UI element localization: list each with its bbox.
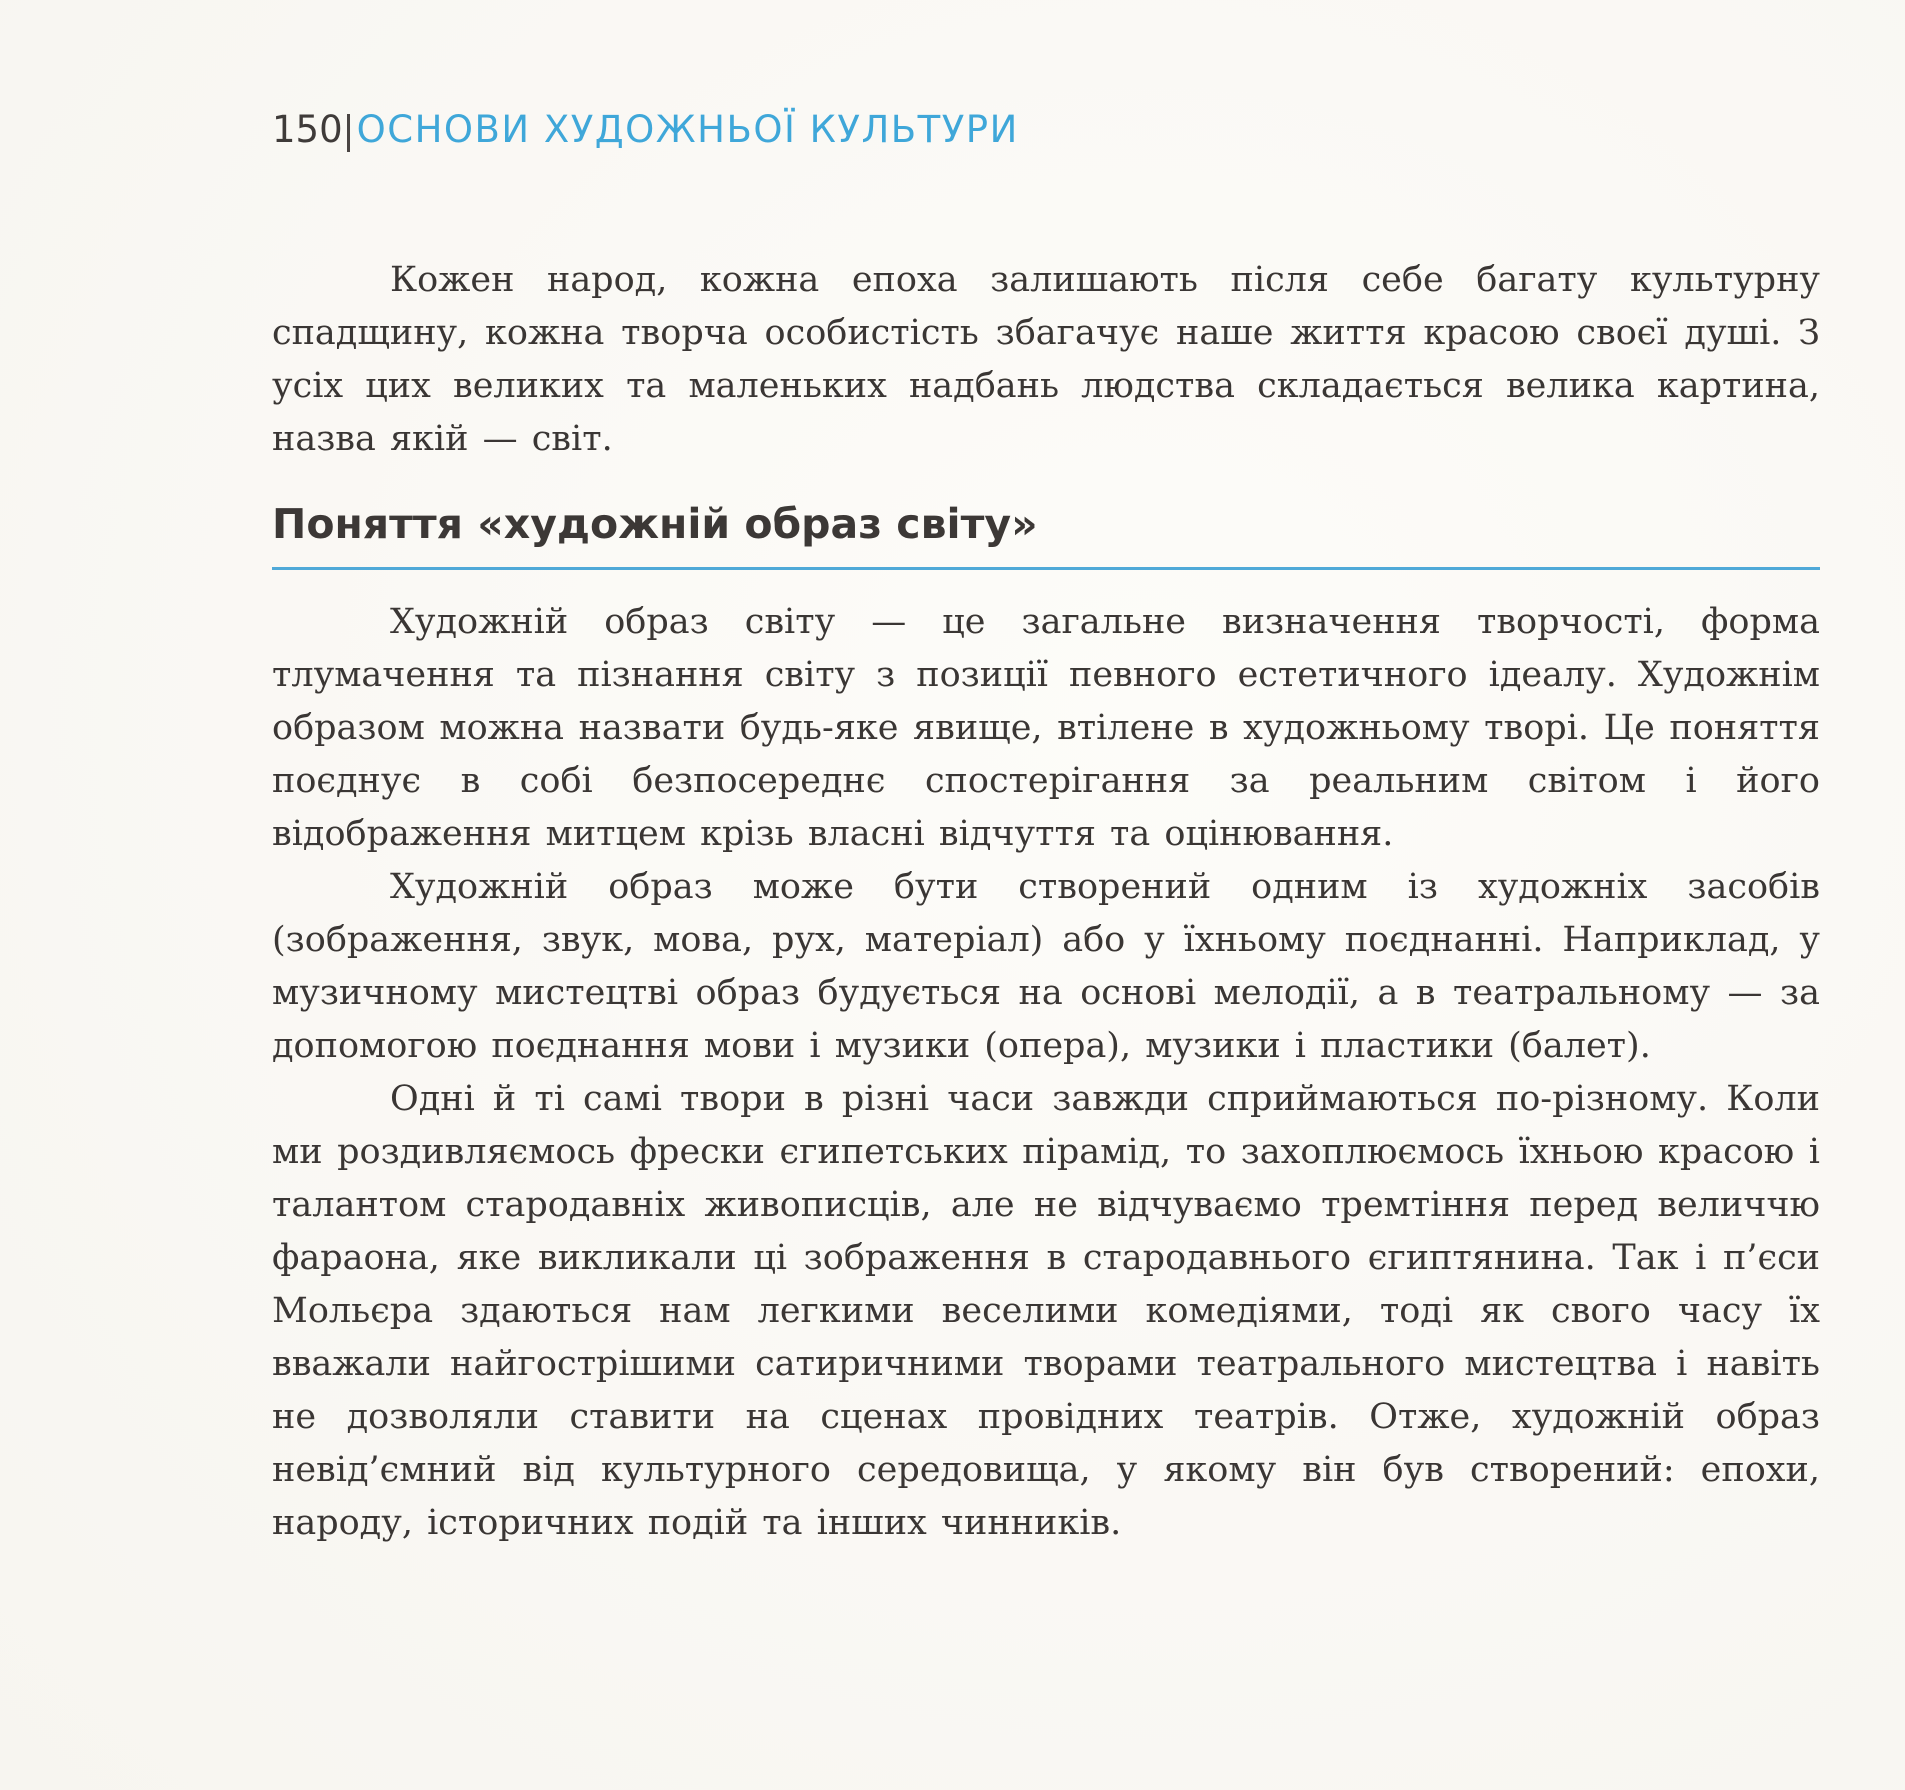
page-number: 150: [272, 108, 343, 151]
intro-text: [272, 254, 1820, 466]
book-title: ОСНОВИ ХУДОЖНЬОЇ КУЛЬТУРИ: [356, 108, 1019, 151]
section-heading: Поняття «художній образ світу»: [272, 500, 1038, 548]
body-paragraph-1: Художній образ світу — це загальне визначення творчості, форма тлумачення та пізнання світу з позиції певного естетичного ідеалу. Художнім образом можна назвати будь-яке явище, втілене в художньому творі. Це поняття поєднує в собі безпосереднє спостерігання за реальним світом і його відображення митцем крізь власні відчуття та оцінювання.: [272, 602, 1820, 854]
intro-paragraph: Кожен народ, кожна епоха залишають після себе багату культурну спадщину, кожна творча особистість збагачує наше життя красою своєї душі. З усіх цих великих та маленьких надбань людства складається велика картина, назва якій — світ.: [272, 260, 1820, 459]
header-divider: [347, 114, 350, 152]
running-head: [272, 108, 1019, 158]
heading-underline: [272, 567, 1820, 570]
body-paragraph-2: Художній образ може бути створений одним із художніх засобів (зображення, звук, мова, рух, матеріал) або у їхньому поєднанні. Наприклад, у музичному мистецтві образ будується на основі мелодії, а в театральному — за допомогою поєднання мови і музики (опера), музики і пластики (балет).: [272, 867, 1820, 1066]
section-body: [272, 596, 1820, 1550]
body-paragraph-3: Одні й ті самі твори в різні часи завжди сприймаються по-різному. Коли ми роздивляємось фрески єгипетських пірамід, то захоплюємось їхньою красою і талантом стародавніх живописців, але не відчуваємо тремтіння перед величчю фараона, яке викликали ці зображення в стародавнього єгиптянина. Так і п’єси Мольєра здаються нам легкими веселими комедіями, тоді як свого часу їх вважали найгострішими сатиричними творами театрального мистецтва і навіть не дозволяли ставити на сценах провідних театрів. Отже, художній образ невід’ємний від культурного середовища, у якому він був створений: епохи, народу, історичних подій та інших чинників.: [272, 1079, 1820, 1543]
